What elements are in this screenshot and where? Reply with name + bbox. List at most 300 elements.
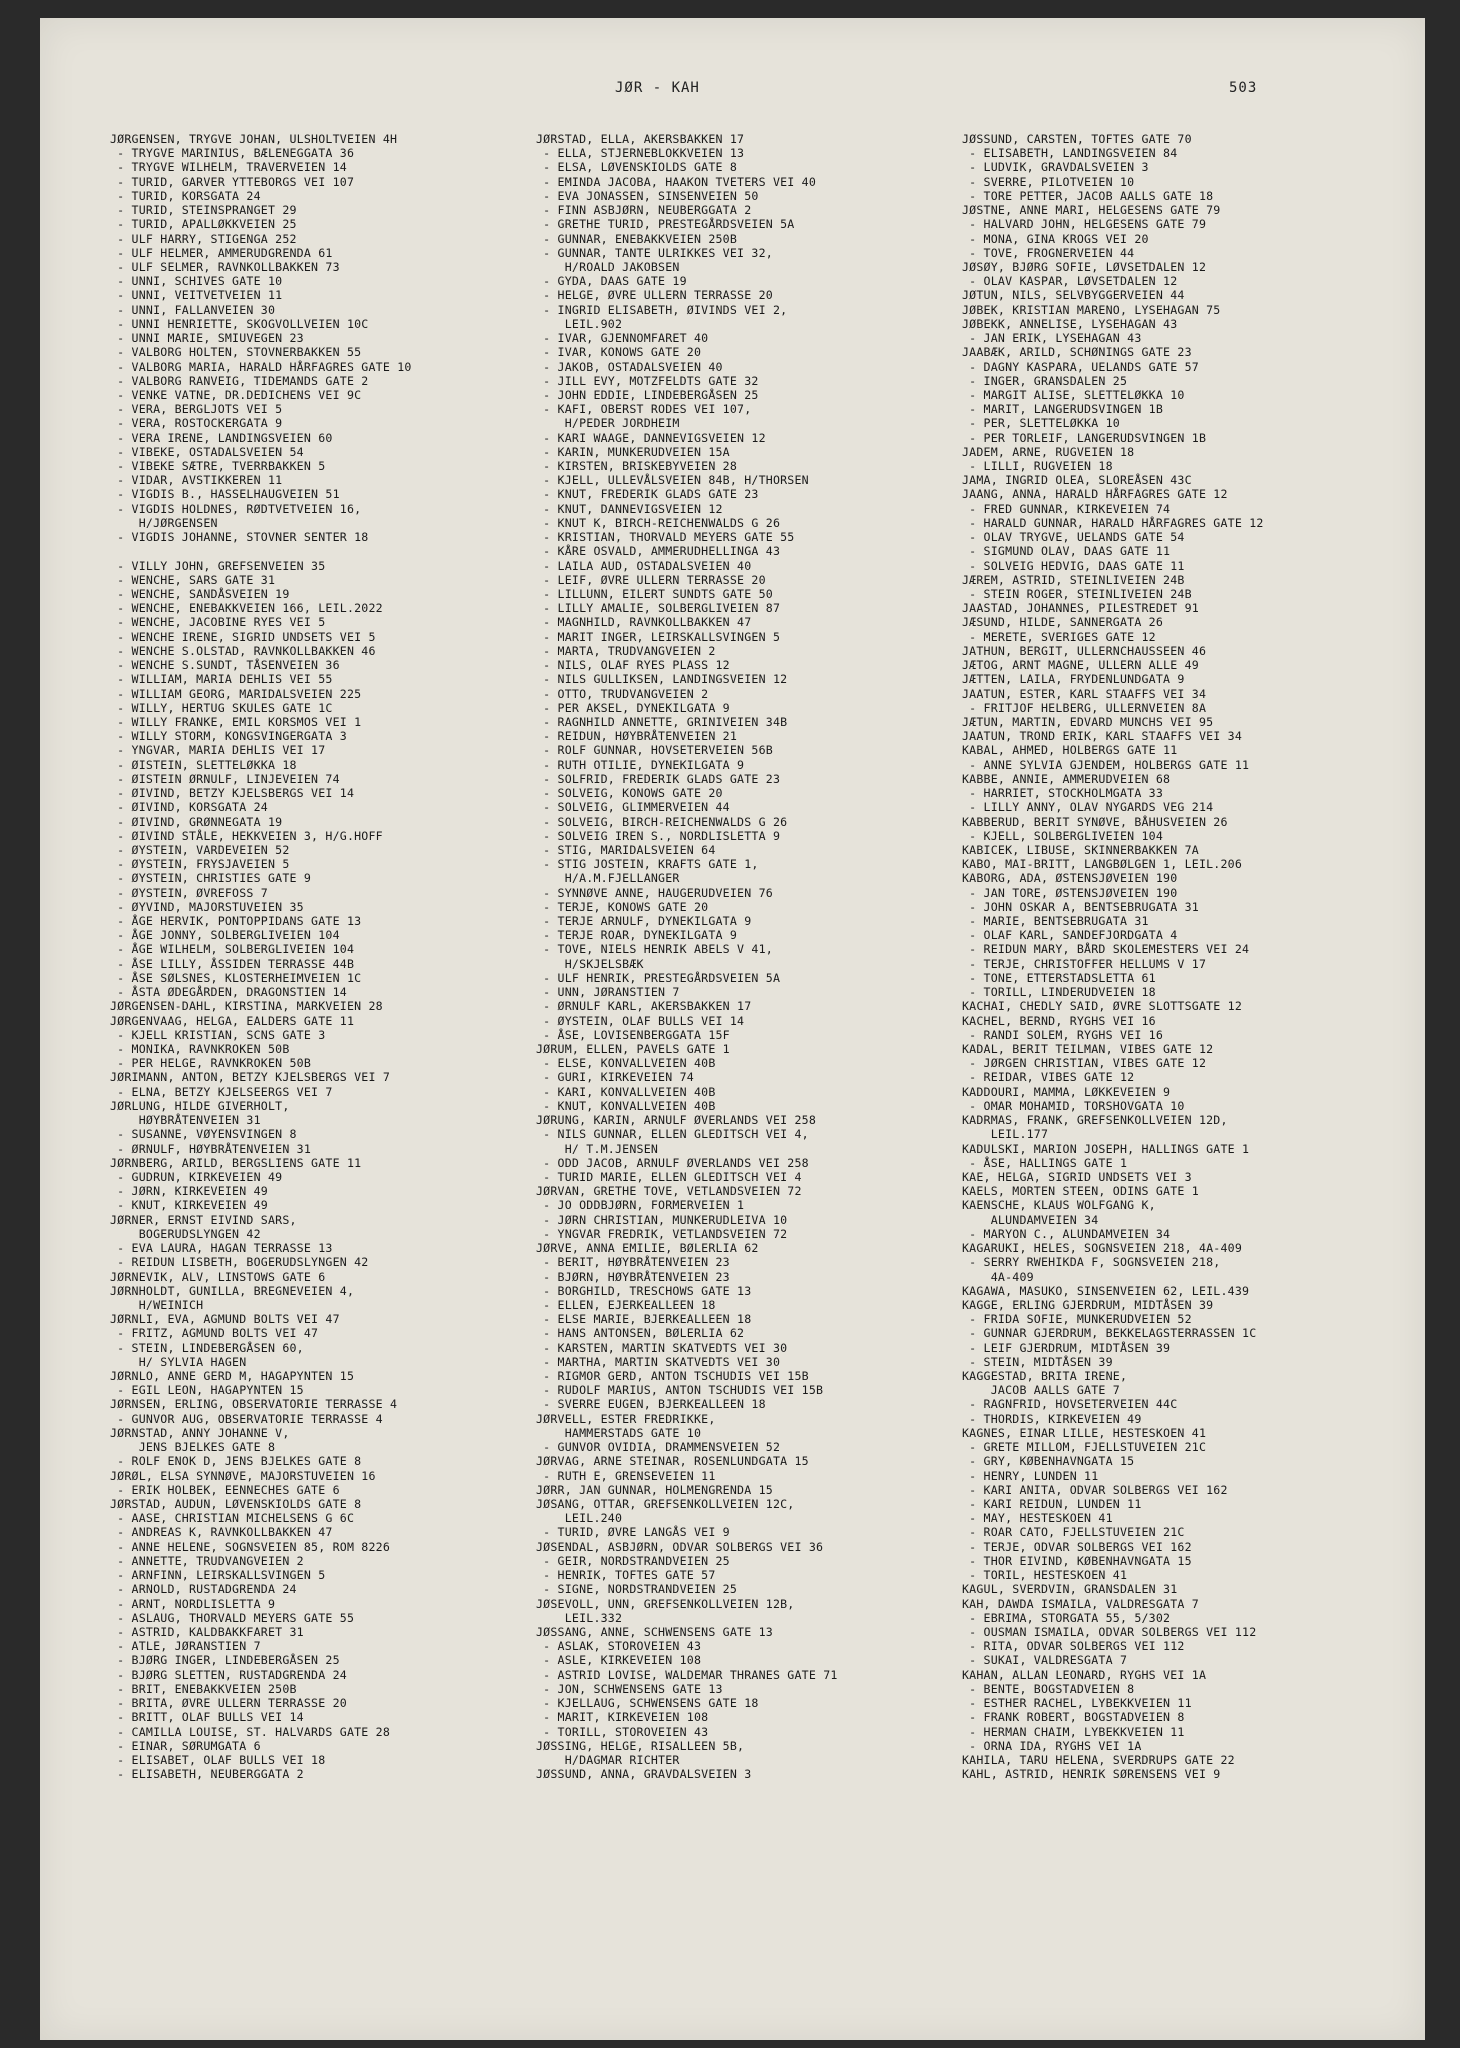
- directory-entry: - VIGDIS HOLDNES, RØDTVETVEIEN 16,: [110, 501, 362, 516]
- directory-entry: - KJELL, ULLEVÅLSVEIEN 84B, H/THORSEN: [536, 473, 809, 488]
- directory-entry: - KARI WAAGE, DANNEVIGSVEIEN 12: [536, 430, 766, 445]
- directory-entry: - PER AKSEL, DYNEKILGATA 9: [536, 700, 730, 715]
- directory-entry: - MARTHA, MARTIN SKATVEDTS VEI 30: [536, 1354, 781, 1369]
- directory-entry: - YNGVAR FREDRIK, VETLANDSVEIEN 72: [536, 1226, 788, 1241]
- directory-entry: - ASLAK, STOROVEIEN 43: [536, 1639, 702, 1654]
- directory-entry: - TOVE, FROGNERVEIEN 44: [962, 245, 1135, 260]
- directory-entry: H/A.M.FJELLANGER: [536, 871, 680, 886]
- directory-entry: - VIGDIS B., HASSELHAUGVEIEN 51: [110, 487, 340, 502]
- directory-entry: KABO, MAI-BRITT, LANGBØLGEN 1, LEIL.206: [962, 857, 1243, 872]
- directory-entry: - WILLY FRANKE, EMIL KORSMOS VEI 1: [110, 714, 362, 729]
- directory-entry: - ØRNULF KARL, AKERSBAKKEN 17: [536, 999, 752, 1014]
- directory-entry: - ELNA, BETZY KJELSEERGS VEI 7: [110, 1084, 333, 1099]
- directory-entry: H/ T.M.JENSEN: [536, 1141, 659, 1156]
- directory-entry: - GUNVOR AUG, OBSERVATORIE TERRASSE 4: [110, 1411, 383, 1426]
- directory-entry: - MARYON C., ALUNDAMVEIEN 34: [962, 1226, 1171, 1241]
- directory-entry: H/WEINICH: [110, 1297, 204, 1312]
- directory-entry: H/PEDER JORDHEIM: [536, 416, 680, 431]
- directory-entry: - JØRN CHRISTIAN, MUNKERUDLEIVA 10: [536, 1212, 788, 1227]
- directory-entry: JÆREM, ASTRID, STEINLIVEIEN 24B: [962, 572, 1185, 587]
- directory-entry: - ØYSTEIN, FRYSJAVEIEN 5: [110, 857, 290, 872]
- directory-entry: - KARI, KONVALLVEIEN 40B: [536, 1084, 716, 1099]
- directory-entry: JØRUM, ELLEN, PAVELS GATE 1: [536, 1042, 730, 1056]
- directory-entry: - STEIN, LINDEBERGÅSEN 60,: [110, 1340, 304, 1355]
- directory-entry: JØRVAN, GRETHE TOVE, VETLANDSVEIEN 72: [536, 1184, 802, 1199]
- directory-entry: JAATUN, ESTER, KARL STAAFFS VEI 34: [962, 686, 1207, 701]
- directory-entry: - FRIDA SOFIE, MUNKERUDVEIEN 52: [962, 1312, 1192, 1327]
- directory-entry: KAGNES, EINAR LILLE, HESTESKOEN 41: [962, 1425, 1207, 1440]
- directory-entry: - INGRID ELISABETH, ØIVINDS VEI 2,: [536, 302, 788, 317]
- directory-entry: - WILLIAM, MARIA DEHLIS VEI 55: [110, 672, 333, 687]
- directory-page: [40, 18, 1425, 2040]
- directory-entry: - TORILL, STOROVEIEN 43: [536, 1724, 709, 1739]
- directory-entry: KAH, DAWDA ISMAILA, VALDRESGATA 7: [962, 1596, 1199, 1611]
- directory-entry: - THOR EIVIND, KØBENHAVNGATA 15: [962, 1553, 1192, 1568]
- directory-entry: - ELISABET, OLAF BULLS VEI 18: [110, 1752, 326, 1767]
- directory-entry: - RUDOLF MARIUS, ANTON TSCHUDIS VEI 15B: [536, 1383, 824, 1398]
- directory-entry: JØRVE, ANNA EMILIE, BØLERLIA 62: [536, 1241, 759, 1256]
- running-head: JØR - KAH: [615, 80, 700, 96]
- directory-entry: - ULF SELMER, RAVNKOLLBAKKEN 73: [110, 259, 340, 274]
- directory-entry: - ÅGE HERVIK, PONTOPPIDANS GATE 13: [110, 914, 362, 929]
- directory-entry: JØTUN, NILS, SELVBYGGERVEIEN 44: [962, 288, 1185, 303]
- directory-entry: - REIDUN LISBETH, BOGERUDSLYNGEN 42: [110, 1255, 369, 1270]
- directory-entry: KAGGESTAD, BRITA IRENE,: [962, 1369, 1128, 1384]
- directory-entry: - STIG JOSTEIN, KRAFTS GATE 1,: [536, 857, 759, 872]
- directory-entry: JAMA, INGRID OLEA, SLOREÅSEN 43C: [962, 473, 1192, 488]
- directory-entry: - HALVARD JOHN, HELGESENS GATE 79: [962, 217, 1207, 232]
- directory-entry: KABICEK, LIBUSE, SKINNERBAKKEN 7A: [962, 842, 1199, 857]
- directory-entry: - TURID, APALLØKKVEIEN 25: [110, 217, 297, 232]
- directory-entry: - SOLVEIG, BIRCH-REICHENWALDS G 26: [536, 814, 788, 829]
- directory-entry: - ORNA IDA, RYGHS VEI 1A: [962, 1738, 1142, 1753]
- directory-entry: - RAGNHILD ANNETTE, GRINIVEIEN 34B: [536, 714, 788, 729]
- directory-entry: - BORGHILD, TRESCHOWS GATE 13: [536, 1283, 752, 1298]
- directory-entry: - TERJE ARNULF, DYNEKILGATA 9: [536, 914, 752, 929]
- directory-entry: - MARGIT ALISE, SLETTELØKKA 10: [962, 387, 1185, 402]
- directory-entry: - INGER, GRANSDALEN 25: [962, 373, 1128, 388]
- directory-entry: JØRGENVAAG, HELGA, EALDERS GATE 11: [110, 1013, 355, 1028]
- directory-entry: - ASTRID LOVISE, WALDEMAR THRANES GATE 71: [536, 1667, 838, 1682]
- directory-entry: - WENCHE, SARS GATE 31: [110, 572, 276, 587]
- directory-entry: - ÅGE WILHELM, SOLBERGLIVEIEN 104: [110, 942, 355, 957]
- directory-entry: - ELSE MARIE, BJERKEALLEEN 18: [536, 1312, 752, 1327]
- directory-entry: JØSSUND, CARSTEN, TOFTES GATE 70: [962, 132, 1192, 146]
- directory-entry: KADULSKI, MARION JOSEPH, HALLINGS GATE 1: [962, 1141, 1250, 1156]
- listing-column-left: [110, 132, 550, 1781]
- directory-entry: - PER TORLEIF, LANGERUDSVINGEN 1B: [962, 430, 1207, 445]
- directory-entry: - FRITJOF HELBERG, ULLERNVEIEN 8A: [962, 700, 1207, 715]
- directory-entry: KAGUL, SVERDVIN, GRANSDALEN 31: [962, 1582, 1178, 1597]
- directory-entry: - EMINDA JACOBA, HAAKON TVETERS VEI 40: [536, 174, 817, 189]
- directory-entry: - KNUT K, BIRCH-REICHENWALDS G 26: [536, 515, 781, 530]
- directory-entry: - ØISTEIN ØRNULF, LINJEVEIEN 74: [110, 771, 340, 786]
- directory-entry: - ARNOLD, RUSTADGRENDA 24: [110, 1582, 297, 1597]
- directory-entry: - MARIT INGER, LEIRSKALLSVINGEN 5: [536, 629, 781, 644]
- directory-entry: LEIL.902: [536, 316, 623, 331]
- directory-entry: - JILL EVY, MOTZFELDTS GATE 32: [536, 373, 759, 388]
- directory-entry: JÆTUN, MARTIN, EDVARD MUNCHS VEI 95: [962, 714, 1214, 729]
- directory-entry: - ÅGE JONNY, SOLBERGLIVEIEN 104: [110, 928, 340, 943]
- directory-entry: - REIDUN, HØYBRÅTENVEIEN 21: [536, 729, 738, 744]
- directory-entry: - JOHN OSKAR A, BENTSEBRUGATA 31: [962, 899, 1199, 914]
- directory-entry: - KNUT, KONVALLVEIEN 40B: [536, 1098, 716, 1113]
- directory-entry: - GUNNAR GJERDRUM, BEKKELAGSTERRASSEN 1C: [962, 1326, 1257, 1341]
- directory-entry: - TURID MARIE, ELLEN GLEDITSCH VEI 4: [536, 1169, 802, 1184]
- directory-entry: - KIRSTEN, BRISKEBYVEIEN 28: [536, 459, 738, 474]
- directory-entry: - ELISABETH, LANDINGSVEIEN 84: [962, 146, 1178, 161]
- directory-entry: - SYNNØVE ANNE, HAUGERUDVEIEN 76: [536, 885, 773, 900]
- directory-entry: - WENCHE, ENEBAKKVEIEN 166, LEIL.2022: [110, 601, 383, 616]
- directory-entry: JØRR, JAN GUNNAR, HOLMENGRENDA 15: [536, 1482, 773, 1497]
- directory-entry: KAELS, MORTEN STEEN, ODINS GATE 1: [962, 1184, 1199, 1199]
- directory-entry: - ØIVIND, BETZY KJELSBERGS VEI 14: [110, 786, 355, 801]
- directory-entry: KAGARUKI, HELES, SOGNSVEIEN 218, 4A-409: [962, 1241, 1243, 1256]
- directory-entry: JACOB AALLS GATE 7: [962, 1383, 1120, 1398]
- directory-entry: - ØIVIND, KORSGATA 24: [110, 800, 268, 815]
- directory-entry: - PER, SLETTELØKKA 10: [962, 416, 1120, 431]
- directory-entry: - VIBEKE, OSTADALSVEIEN 54: [110, 444, 304, 459]
- directory-entry: - FRANK ROBERT, BOGSTADVEIEN 8: [962, 1710, 1185, 1725]
- directory-entry: - VIBEKE SÆTRE, TVERRBAKKEN 5: [110, 459, 326, 474]
- directory-entry: KADAL, BERIT TEILMAN, VIBES GATE 12: [962, 1042, 1214, 1056]
- directory-entry: - ULF HENRIK, PRESTEGÅRDSVEIEN 5A: [536, 970, 781, 985]
- directory-entry: LEIL.240: [536, 1511, 623, 1526]
- directory-entry: JØSØY, BJØRG SOFIE, LØVSETDALEN 12: [962, 259, 1207, 274]
- directory-entry: - SERRY RWEHIKDA F, SOGNSVEIEN 218,: [962, 1255, 1221, 1270]
- directory-entry: - TRYGVE WILHELM, TRAVERVEIEN 14: [110, 160, 347, 175]
- directory-entry: - DAGNY KASPARA, UELANDS GATE 57: [962, 359, 1199, 374]
- directory-entry: - EVA LAURA, HAGAN TERRASSE 13: [110, 1241, 333, 1256]
- directory-entry: JØSTNE, ANNE MARI, HELGESENS GATE 79: [962, 203, 1221, 218]
- directory-entry: H/DAGMAR RICHTER: [536, 1752, 680, 1767]
- directory-entry: - LILLUNN, EILERT SUNDTS GATE 50: [536, 587, 773, 601]
- directory-entry: - ÅSTA ØDEGÅRDEN, DRAGONSTIEN 14: [110, 985, 347, 1000]
- directory-entry: - GRY, KØBENHAVNGATA 15: [962, 1454, 1135, 1469]
- directory-entry: - SVERRE, PILOTVEIEN 10: [962, 174, 1135, 189]
- directory-entry: - TONE, ETTERSTADSLETTA 61: [962, 970, 1156, 985]
- directory-entry: JØSEVOLL, UNN, GREFSENKOLLVEIEN 12B,: [536, 1596, 795, 1611]
- directory-entry: - KARI REIDUN, LUNDEN 11: [962, 1497, 1142, 1511]
- directory-entry: JØRGENSEN-DAHL, KIRSTINA, MARKVEIEN 28: [110, 999, 383, 1014]
- directory-entry: - RANDI SOLEM, RYGHS VEI 16: [962, 1027, 1164, 1042]
- directory-entry: - TORIL, HESTESKOEN 41: [962, 1568, 1128, 1583]
- directory-entry: - JAN TORE, ØSTENSJØVEIEN 190: [962, 885, 1178, 900]
- directory-entry: JØRUNG, KARIN, ARNULF ØVERLANDS VEI 258: [536, 1113, 817, 1128]
- directory-entry: - LEIF GJERDRUM, MIDTÅSEN 39: [962, 1340, 1171, 1355]
- directory-entry: JØRNBERG, ARILD, BERGSLIENS GATE 11: [110, 1155, 362, 1170]
- directory-entry: JØRNLI, EVA, AGMUND BOLTS VEI 47: [110, 1312, 340, 1327]
- directory-entry: - OLAF KARL, SANDEFJORDGATA 4: [962, 928, 1178, 943]
- directory-entry: KAGAWA, MASUKO, SINSENVEIEN 62, LEIL.439: [962, 1283, 1250, 1298]
- directory-entry: JATHUN, BERGIT, ULLERNCHAUSSEEN 46: [962, 643, 1207, 658]
- directory-entry: - HARRIET, STOCKHOLMGATA 33: [962, 786, 1164, 801]
- directory-entry: - ROAR CATO, FJELLSTUVEIEN 21C: [962, 1525, 1185, 1540]
- directory-entry: - LILLY AMALIE, SOLBERGLIVEIEN 87: [536, 601, 781, 616]
- directory-entry: JØRØL, ELSA SYNNØVE, MAJORSTUVEIEN 16: [110, 1468, 376, 1483]
- directory-entry: LEIL.177: [962, 1127, 1049, 1142]
- directory-entry: - SIGMUND OLAV, DAAS GATE 11: [962, 544, 1171, 559]
- directory-entry: JÆTTEN, LAILA, FRYDENLUNDGATA 9: [962, 672, 1185, 687]
- directory-entry: - ULF HARRY, STIGENGA 252: [110, 231, 297, 246]
- directory-entry: KAHL, ASTRID, HENRIK SØRENSENS VEI 9: [962, 1767, 1221, 1782]
- directory-entry: 4A-409: [962, 1269, 1034, 1284]
- directory-entry: - EVA JONASSEN, SINSENVEIEN 50: [536, 188, 759, 203]
- directory-entry: KAGGE, ERLING GJERDRUM, MIDTÅSEN 39: [962, 1297, 1214, 1312]
- directory-entry: - OUSMAN ISMAILA, ODVAR SOLBERGS VEI 112: [962, 1624, 1257, 1639]
- directory-entry: - THORDIS, KIRKEVEIEN 49: [962, 1411, 1142, 1426]
- directory-entry: - UNNI MARIE, SMIUVEGEN 23: [110, 331, 304, 346]
- directory-entry: JØSSING, HELGE, RISALLEEN 5B,: [536, 1738, 745, 1753]
- directory-entry: JØRSTAD, ELLA, AKERSBAKKEN 17: [536, 132, 745, 146]
- page-number: 503: [1229, 80, 1258, 96]
- directory-entry: - FRITZ, AGMUND BOLTS VEI 47: [110, 1326, 319, 1341]
- directory-entry: KABORG, ADA, ØSTENSJØVEIEN 190: [962, 871, 1178, 886]
- directory-entry: KACHEL, BERND, RYGHS VEI 16: [962, 1013, 1156, 1028]
- directory-entry: - ØYSTEIN, VARDEVEIEN 52: [110, 842, 290, 857]
- directory-entry: - SOLVEIG HEDVIG, DAAS GATE 11: [962, 558, 1185, 573]
- listing-column-middle: [536, 132, 976, 1781]
- directory-entry: - TOVE, NIELS HENRIK ABELS V 41,: [536, 942, 773, 957]
- directory-entry: - ODD JACOB, ARNULF ØVERLANDS VEI 258: [536, 1155, 809, 1170]
- directory-entry: - VERA, ROSTOCKERGATA 9: [110, 416, 283, 431]
- directory-entry: - OLAV TRYGVE, UELANDS GATE 54: [962, 530, 1185, 545]
- directory-entry: - JAN ERIK, LYSEHAGAN 43: [962, 331, 1142, 346]
- directory-entry: - HANS ANTONSEN, BØLERLIA 62: [536, 1326, 745, 1341]
- directory-entry: - TURID, ØVRE LANGÅS VEI 9: [536, 1525, 730, 1540]
- directory-entry: - ØIVIND, GRØNNEGATA 19: [110, 814, 283, 829]
- directory-entry: JØRLUNG, HILDE GIVERHOLT,: [110, 1098, 290, 1113]
- directory-entry: - RUTH E, GRENSEVEIEN 11: [536, 1468, 716, 1483]
- directory-entry: - TERJE ROAR, DYNEKILGATA 9: [536, 928, 738, 943]
- directory-entry: JØRNSEN, ERLING, OBSERVATORIE TERRASSE 4: [110, 1397, 398, 1412]
- directory-entry: - STEIN ROGER, STEINLIVEIEN 24B: [962, 587, 1192, 601]
- directory-entry: - GYDA, DAAS GATE 19: [536, 274, 687, 289]
- directory-entry: - AASE, CHRISTIAN MICHELSENS G 6C: [110, 1511, 355, 1526]
- directory-entry: - VILLY JOHN, GREFSENVEIEN 35: [110, 558, 326, 573]
- directory-entry: - MAY, HESTESKOEN 41: [962, 1511, 1113, 1526]
- directory-entry: - EINAR, SØRUMGATA 6: [110, 1738, 261, 1753]
- directory-entry: KACHAI, CHEDLY SAID, ØVRE SLOTTSGATE 12: [962, 999, 1243, 1014]
- directory-entry: - GRETHE TURID, PRESTEGÅRDSVEIEN 5A: [536, 217, 795, 232]
- directory-entry: - TURID, GARVER YTTEBORGS VEI 107: [110, 174, 355, 189]
- directory-entry: - FINN ASBJØRN, NEUBERGGATA 2: [536, 203, 752, 218]
- directory-entry: - BRITT, OLAF BULLS VEI 14: [110, 1710, 304, 1725]
- directory-entry: - ARNT, NORDLISLETTA 9: [110, 1596, 276, 1611]
- directory-entry: - JØRGEN CHRISTIAN, VIBES GATE 12: [962, 1056, 1207, 1071]
- directory-entry: JØSENDAL, ASBJØRN, ODVAR SOLBERGS VEI 36: [536, 1539, 824, 1554]
- directory-entry: KAE, HELGA, SIGRID UNDSETS VEI 3: [962, 1169, 1192, 1184]
- directory-entry: JØRVELL, ESTER FREDRIKKE,: [536, 1411, 716, 1426]
- directory-entry: KADRMAS, FRANK, GREFSENKOLLVEIEN 12D,: [962, 1113, 1228, 1128]
- directory-entry: - ELSE, KONVALLVEIEN 40B: [536, 1056, 716, 1071]
- directory-entry: JØRVAG, ARNE STEINAR, ROSENLUNDGATA 15: [536, 1454, 809, 1469]
- directory-entry: JAANG, ANNA, HARALD HÅRFAGRES GATE 12: [962, 487, 1228, 502]
- directory-entry: JØSANG, OTTAR, GREFSENKOLLVEIEN 12C,: [536, 1497, 795, 1511]
- directory-entry: - ELLEN, EJERKEALLEEN 18: [536, 1297, 716, 1312]
- directory-entry: - MAGNHILD, RAVNKOLLBAKKEN 47: [536, 615, 752, 630]
- directory-entry: - LILLI, RUGVEIEN 18: [962, 459, 1113, 474]
- directory-entry: - SUKAI, VALDRESGATA 7: [962, 1653, 1128, 1668]
- directory-entry: JAASTAD, JOHANNES, PILESTREDET 91: [962, 601, 1199, 616]
- directory-entry: - VERA IRENE, LANDINGSVEIEN 60: [110, 430, 333, 445]
- directory-entry: - STIG, MARIDALSVEIEN 64: [536, 842, 716, 857]
- directory-entry: - ANNE SYLVIA GJENDEM, HOLBERGS GATE 11: [962, 757, 1250, 772]
- directory-entry: - RITA, ODVAR SOLBERGS VEI 112: [962, 1639, 1185, 1654]
- directory-entry: - VALBORG RANVEIG, TIDEMANDS GATE 2: [110, 373, 369, 388]
- directory-entry: JØRSTAD, AUDUN, LØVENSKIOLDS GATE 8: [110, 1497, 362, 1511]
- directory-entry: - SIGNE, NORDSTRANDVEIEN 25: [536, 1582, 738, 1597]
- directory-entry: - UNNI, SCHIVES GATE 10: [110, 274, 283, 289]
- directory-entry: - MONIKA, RAVNKROKEN 50B: [110, 1042, 290, 1056]
- directory-entry: - LEIF, ØVRE ULLERN TERRASSE 20: [536, 572, 766, 587]
- directory-entry: - ASLE, KIRKEVEIEN 108: [536, 1653, 702, 1668]
- directory-entry: - GUNNAR, ENEBAKKVEIEN 250B: [536, 231, 738, 246]
- directory-entry: JØBEKK, ANNELISE, LYSEHAGAN 43: [962, 316, 1178, 331]
- directory-entry: - ØIVIND STÅLE, HEKKVEIEN 3, H/G.HOFF: [110, 828, 383, 843]
- directory-entry: - WENCHE, JACOBINE RYES VEI 5: [110, 615, 326, 630]
- directory-entry: - UNN, JØRANSTIEN 7: [536, 985, 680, 1000]
- directory-entry: - ANNE HELENE, SOGNSVEIEN 85, ROM 8226: [110, 1539, 391, 1554]
- directory-entry: - VENKE VATNE, DR.DEDICHENS VEI 9C: [110, 387, 362, 402]
- directory-entry: - TORILL, LINDERUDVEIEN 18: [962, 985, 1156, 1000]
- directory-entry: - BRIT, ENEBAKKVEIEN 250B: [110, 1681, 297, 1696]
- directory-entry: - KÅRE OSVALD, AMMERUDHELLINGA 43: [536, 544, 781, 559]
- directory-entry: - SOLVEIG, KONOWS GATE 20: [536, 786, 723, 801]
- directory-entry: - WENCHE, SANDÅSVEIEN 19: [110, 587, 290, 601]
- directory-entry: - ULF HELMER, AMMERUDGRENDA 61: [110, 245, 333, 260]
- directory-entry: H/ SYLVIA HAGEN: [110, 1354, 247, 1369]
- directory-entry: - ØYVIND, MAJORSTUVEIEN 35: [110, 899, 304, 914]
- directory-entry: - ARNFINN, LEIRSKALLSVINGEN 5: [110, 1568, 326, 1583]
- directory-entry: - ESTHER RACHEL, LYBEKKVEIEN 11: [962, 1696, 1192, 1711]
- directory-entry: - MARIT, KIRKEVEIEN 108: [536, 1710, 709, 1725]
- directory-entry: - ÅSE LILLY, ÅSSIDEN TERRASSE 44B: [110, 956, 355, 971]
- directory-entry: - ATLE, JØRANSTIEN 7: [110, 1639, 261, 1654]
- directory-entry: JØRNLO, ANNE GERD M, HAGAPYNTEN 15: [110, 1369, 355, 1384]
- directory-entry: [110, 544, 550, 558]
- directory-entry: - KNUT, FREDERIK GLADS GATE 23: [536, 487, 759, 502]
- directory-entry: JØRGENSEN, TRYGVE JOHAN, ULSHOLTVEIEN 4H: [110, 132, 398, 146]
- directory-entry: - TORE PETTER, JACOB AALLS GATE 18: [962, 188, 1214, 203]
- directory-entry: - MARIE, BENTSEBRUGATA 31: [962, 914, 1149, 929]
- directory-entry: - VALBORG HOLTEN, STOVNERBAKKEN 55: [110, 345, 362, 360]
- directory-entry: - RIGMOR GERD, ANTON TSCHUDIS VEI 15B: [536, 1369, 809, 1384]
- directory-entry: - SUSANNE, VØYENSVINGEN 8: [110, 1127, 297, 1142]
- directory-entry: JØRNHOLDT, GUNILLA, BREGNEVEIEN 4,: [110, 1283, 355, 1298]
- directory-entry: - HARALD GUNNAR, HARALD HÅRFAGRES GATE 12: [962, 515, 1264, 530]
- directory-entry: - TERJE, ODVAR SOLBERGS VEI 162: [962, 1539, 1192, 1554]
- directory-entry: - WILLY STORM, KONGSVINGERGATA 3: [110, 729, 347, 744]
- directory-entry: - WENCHE IRENE, SIGRID UNDSETS VEI 5: [110, 629, 376, 644]
- directory-entry: - KJELL, SOLBERGLIVEIEN 104: [962, 828, 1164, 843]
- directory-entry: - SOLVEIG, GLIMMERVEIEN 44: [536, 800, 730, 815]
- directory-entry: - NILS, OLAF RYES PLASS 12: [536, 658, 730, 673]
- directory-entry: - WENCHE S.OLSTAD, RAVNKOLLBAKKEN 46: [110, 643, 376, 658]
- directory-entry: - SVERRE EUGEN, BJERKEALLEEN 18: [536, 1397, 766, 1412]
- directory-entry: - VERA, BERGLJOTS VEI 5: [110, 402, 283, 417]
- directory-entry: - HERMAN CHAIM, LYBEKKVEIEN 11: [962, 1724, 1185, 1739]
- directory-entry: - ELLA, STJERNEBLOKKVEIEN 13: [536, 146, 745, 161]
- directory-entry: - ÅSE SØLSNES, KLOSTERHEIMVEIEN 1C: [110, 970, 362, 985]
- directory-entry: - HENRY, LUNDEN 11: [962, 1468, 1099, 1483]
- directory-entry: H/SKJELSBÆK: [536, 956, 644, 971]
- directory-entry: - UNNI, FALLANVEIEN 30: [110, 302, 276, 317]
- directory-entry: - GEIR, NORDSTRANDVEIEN 25: [536, 1553, 730, 1568]
- directory-entry: - ASLAUG, THORVALD MEYERS GATE 55: [110, 1610, 355, 1625]
- directory-entry: - ROLF GUNNAR, HOVSETERVEIEN 56B: [536, 743, 773, 758]
- directory-entry: - JOHN EDDIE, LINDEBERGÅSEN 25: [536, 387, 759, 402]
- directory-entry: - ØISTEIN, SLETTELØKKA 18: [110, 757, 297, 772]
- directory-entry: JÆSUND, HILDE, SANNERGATA 26: [962, 615, 1164, 630]
- directory-entry: - ØYSTEIN, CHRISTIES GATE 9: [110, 871, 312, 886]
- directory-entry: - MARTA, TRUDVANGVEIEN 2: [536, 643, 716, 658]
- directory-entry: - JAKOB, OSTADALSVEIEN 40: [536, 359, 723, 374]
- directory-entry: - ERIK HOLBEK, EENNECHES GATE 6: [110, 1482, 340, 1497]
- directory-entry: - KNUT, KIRKEVEIEN 49: [110, 1198, 268, 1213]
- directory-entry: - ANNETTE, TRUDVANGVEIEN 2: [110, 1553, 304, 1568]
- directory-entry: H/JØRGENSEN: [110, 515, 218, 530]
- directory-entry: - REIDAR, VIBES GATE 12: [962, 1070, 1135, 1085]
- directory-entry: KABAL, AHMED, HOLBERGS GATE 11: [962, 743, 1178, 758]
- directory-entry: - VIDAR, AVSTIKKEREN 11: [110, 473, 283, 488]
- directory-entry: - SOLVEIG IREN S., NORDLISLETTA 9: [536, 828, 781, 843]
- directory-entry: JAATUN, TROND ERIK, KARL STAAFFS VEI 34: [962, 729, 1243, 744]
- directory-entry: JØSSUND, ANNA, GRAVDALSVEIEN 3: [536, 1767, 752, 1782]
- directory-entry: JAABÆK, ARILD, SCHØNINGS GATE 23: [962, 345, 1192, 360]
- directory-entry: - PER HELGE, RAVNKROKEN 50B: [110, 1056, 312, 1071]
- directory-entry: - IVAR, GJENNOMFARET 40: [536, 331, 709, 346]
- directory-entry: - KRISTIAN, THORVALD MEYERS GATE 55: [536, 530, 795, 545]
- directory-entry: - ØYSTEIN, ØVREFOSS 7: [110, 885, 268, 900]
- directory-entry: - ANDREAS K, RAVNKOLLBAKKEN 47: [110, 1525, 333, 1540]
- directory-entry: - BJØRG SLETTEN, RUSTADGRENDA 24: [110, 1667, 347, 1682]
- directory-entry: - TERJE, KONOWS GATE 20: [536, 899, 709, 914]
- directory-entry: - REIDUN MARY, BÅRD SKOLEMESTERS VEI 24: [962, 942, 1250, 957]
- directory-entry: KAHILA, TARU HELENA, SVERDRUPS GATE 22: [962, 1752, 1235, 1767]
- directory-entry: - KAFI, OBERST RODES VEI 107,: [536, 402, 752, 417]
- directory-entry: LEIL.332: [536, 1610, 623, 1625]
- directory-entry: - BJØRN, HØYBRÅTENVEIEN 23: [536, 1269, 730, 1284]
- listing-column-right: [962, 132, 1402, 1781]
- directory-entry: - GUNNAR, TANTE ULRIKKES VEI 32,: [536, 245, 773, 260]
- directory-entry: - BRITA, ØVRE ULLERN TERRASSE 20: [110, 1696, 347, 1711]
- directory-entry: - GRETE MILLOM, FJELLSTUVEIEN 21C: [962, 1440, 1207, 1455]
- directory-entry: - WILLY, HERTUG SKULES GATE 1C: [110, 700, 333, 715]
- directory-entry: JØBEK, KRISTIAN MARENO, LYSEHAGAN 75: [962, 302, 1221, 317]
- directory-entry: - ELSA, LØVENSKIOLDS GATE 8: [536, 160, 738, 175]
- directory-entry: - HELGE, ØVRE ULLERN TERRASSE 20: [536, 288, 773, 303]
- directory-entry: - UNNI, VEITVETVEIEN 11: [110, 288, 283, 303]
- directory-entry: - UNNI HENRIETTE, SKOGVOLLVEIEN 10C: [110, 316, 369, 331]
- directory-entry: BOGERUDSLYNGEN 42: [110, 1226, 261, 1241]
- directory-entry: - ELISABETH, NEUBERGGATA 2: [110, 1767, 304, 1782]
- directory-entry: - LILLY ANNY, OLAV NYGARDS VEG 214: [962, 800, 1214, 815]
- directory-entry: - GURI, KIRKEVEIEN 74: [536, 1070, 694, 1085]
- directory-entry: KAHAN, ALLAN LEONARD, RYGHS VEI 1A: [962, 1667, 1207, 1682]
- directory-entry: - RAGNFRID, HOVSETERVEIEN 44C: [962, 1397, 1178, 1412]
- directory-entry: - JØRN, KIRKEVEIEN 49: [110, 1184, 268, 1199]
- directory-entry: ALUNDAMVEIEN 34: [962, 1212, 1099, 1227]
- directory-entry: - SOLFRID, FREDERIK GLADS GATE 23: [536, 771, 781, 786]
- directory-entry: - MERETE, SVERIGES GATE 12: [962, 629, 1156, 644]
- directory-entry: H/ROALD JAKOBSEN: [536, 259, 680, 274]
- directory-entry: - MARIT, LANGERUDSVINGEN 1B: [962, 402, 1164, 417]
- directory-entry: - YNGVAR, MARIA DEHLIS VEI 17: [110, 743, 326, 758]
- directory-entry: JØSSANG, ANNE, SCHWENSENS GATE 13: [536, 1624, 773, 1639]
- directory-entry: - GUDRUN, KIRKEVEIEN 49: [110, 1169, 283, 1184]
- directory-entry: - CAMILLA LOUISE, ST. HALVARDS GATE 28: [110, 1724, 391, 1739]
